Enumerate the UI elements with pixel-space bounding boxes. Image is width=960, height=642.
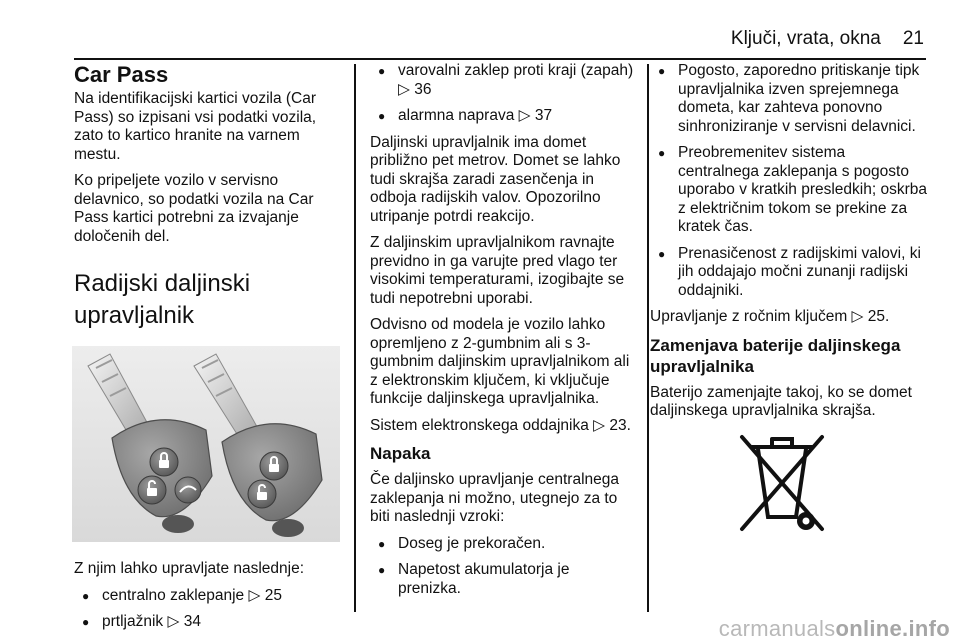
column-1 <box>74 62 342 640</box>
header-title: Ključi, vrata, okna <box>730 28 881 49</box>
column-2 <box>370 62 635 606</box>
fault-cause-list <box>370 535 635 599</box>
header-rule <box>74 58 926 60</box>
page-header <box>731 28 924 50</box>
list-item: ● Doseg je prekoračen. <box>370 535 635 554</box>
crossed-out-bin-icon <box>736 431 828 543</box>
list-item: ● Preobremenitev sistema centralnega zaklepanja s pogosto uporabo v kratkih presledkih; oskrba z električnim tokom se prekine za kratek čas. <box>650 144 930 237</box>
care-paragraph: Z daljinskim upravljalnikom ravnajte previdno in ga varujte pred vlago ter visokimi temperaturami, izogibajte se tudi nepotrebni uporabi. <box>370 234 625 307</box>
list-item: ● Prenasičenost z radijskimi valovi, ki jih oddajajo močni zunanji radijski oddajniki. <box>650 245 930 301</box>
list-item: ● varovalni zaklep proti kraji (zapah) ▷ 36 <box>370 62 635 99</box>
car-pass-paragraph-1: Na identifikacijski kartici vozila (Car Pass) so izpisani vsi podatki vozila, zato to kartico hranite na varnem mestu. <box>74 90 317 163</box>
list-item: ● prtljažnik ▷ 34 <box>74 613 342 632</box>
chapter-title: Radijski daljinski upravljalnik <box>74 270 251 329</box>
function-list-2 <box>370 62 635 126</box>
column-3 <box>650 62 930 543</box>
section-title-car-pass: Car Pass <box>74 62 169 87</box>
page-number: 21 <box>902 28 924 49</box>
battery-paragraph: Baterijo zamenjajte takoj, ko se domet daljinskega upravljalnika skrajša. <box>650 383 912 419</box>
column-divider-1 <box>354 64 356 612</box>
list-item: ● alarmna naprava ▷ 37 <box>370 107 635 126</box>
column-divider-2 <box>647 64 649 612</box>
list-item: ● Napetost akumulatorja je prenizka. <box>370 561 635 598</box>
manual-key-paragraph: Upravljanje z ročnim ključem ▷ 25. <box>650 308 890 325</box>
model-paragraph: Odvisno od modela je vozilo lahko opremljeno z 2-gumbnim ali s 3-gumbnim daljinskim upravljalnikom ali z elektronskim ključem, ki vključuje funkcije daljinskega upravljalnika. <box>370 316 630 407</box>
list-item: ● centralno zaklepanje ▷ 25 <box>74 587 342 606</box>
range-paragraph: Daljinski upravljalnik ima domet približno pet metrov. Domet se lahko tudi skrajša zaradi zasenčenja in odboja radijskih valov. Opozorilno utripanje potrdi reakcijo. <box>370 133 621 225</box>
battery-heading: Zamenjava baterije daljinskega upravljalnika <box>650 335 901 376</box>
fault-cause-list-cont <box>650 62 930 300</box>
fault-paragraph: Če daljinsko upravljanje centralnega zaklepanja ni možno, utegnejo za to biti naslednji vzroki: <box>370 471 620 525</box>
transmitter-paragraph: Sistem elektronskega oddajnika ▷ 23. <box>370 416 631 434</box>
fault-heading: Napaka <box>370 444 431 463</box>
list-item: ● Pogosto, zaporedno pritiskanje tipk upravljalnika izven sprejemnega dometa, kar zahteva ponovno sinhroniziranje v servisni delavnici. <box>650 62 930 136</box>
function-list-1 <box>74 587 342 632</box>
intro-text: Z njim lahko upravljate naslednje: <box>74 560 305 577</box>
car-pass-paragraph-2: Ko pripeljete vozilo v servisno delavnico, so podatki vozila na Car Pass kartici potrebni za izvajanje določenih del. <box>74 172 314 245</box>
watermark: carmanualsonline.info <box>718 616 950 641</box>
remote-key-fobs-image <box>72 346 340 542</box>
